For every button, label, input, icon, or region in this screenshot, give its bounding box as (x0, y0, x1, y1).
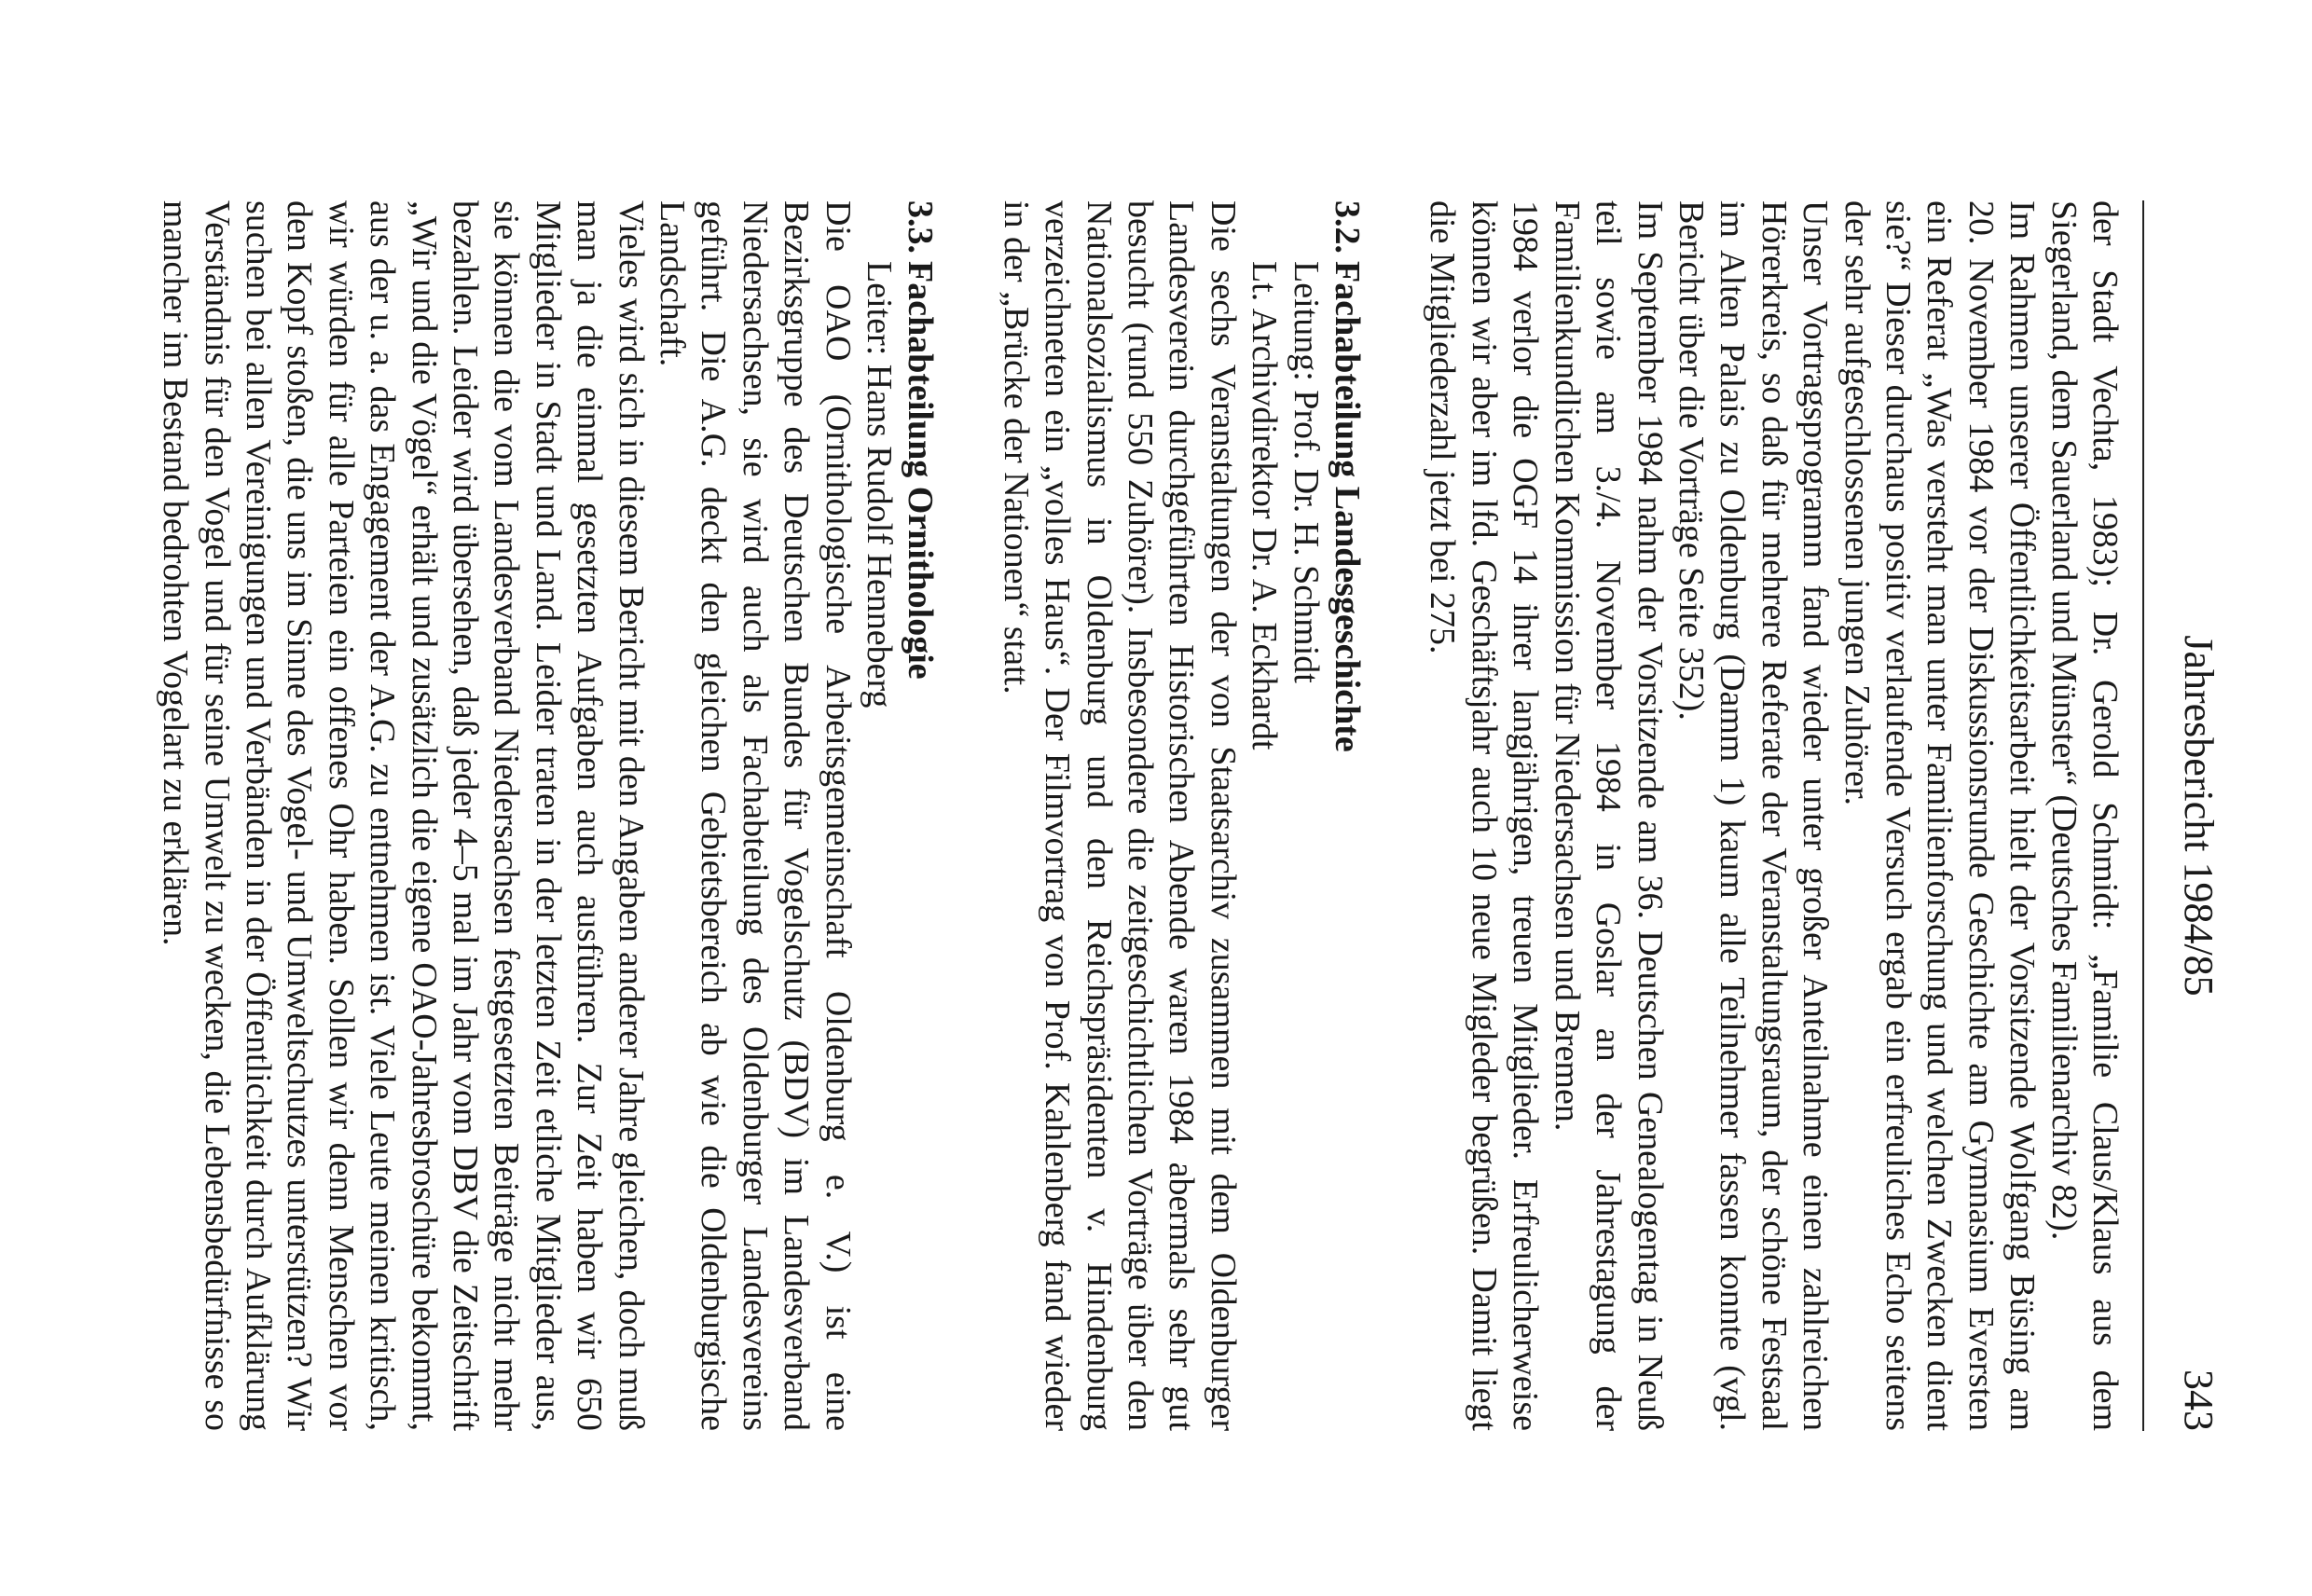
section-heading-ornithologie (859, 200, 942, 1431)
paragraph: Unser Vortragsprogramm fand wieder unter großer Anteilnahme einen zahlreichen Hörerkreis, so daß für mehrere Referate der Veranstaltungsraum, der schöne Festsaal im Alten Palais zu Oldenburg (Damm 1) kaum alle Teilnehmer fassen konnte (vgl. Bericht über die Vorträge Seite 352). (1671, 200, 1836, 1431)
paragraph: 1984 verlor die OGF 14 ihrer langjährigen, treuen Mitglieder. Erfreulicherweise können wir aber im lfd. Geschäftsjahr auch 10 neue Migleder begrüßen. Damit liegt die Mitgliederzahl jetzt bei 275. (1423, 200, 1546, 1431)
page-header (2142, 200, 2312, 1431)
section-number: 3.3. (901, 200, 941, 254)
section-number: 3.2. (1328, 200, 1368, 254)
section-leader: Lt. Archivdirektor Dr. A. Eckhardt (1245, 261, 1285, 750)
page-body (75, 200, 2126, 1431)
section-leader: Leiter: Hans Rudolf Henneberg (860, 261, 900, 709)
paragraph: Vieles wird sich in diesem Bericht mit den Angaben anderer Jahre gleichen, doch muß man ja die einmal gesetzten Aufgaben auch ausführen. Zur Zeit haben wir 650 Mitglieder in Stadt und Land. Leider traten in der letzten Zeit etliche Mitglieder aus, sie können die vom Landesverband Niedersachsen festgesetzten Beiträge nicht mehr bezahlen. Leider wird übersehen, daß jeder 4–5 mal im Jahr vom DBV die Zeitschrift „Wir und die Vögel“ erhält und zusätzlich die eigene OAO-Jahresbroschüre bekommt, aus der u. a. das Engagement der A.G. zu entnehmen ist. Viele Leute meinen kritisch, wir würden für alle Parteien ein offenes Ohr haben. Sollen wir denn Menschen vor den Kopf stoßen, die uns im Sinne des Vogel- und Umweltschutzes unterstützen? Wir suchen bei allen Vereinigungen und Verbänden in der Öffentlichkeit durch Aufklärung Verständnis für den Vogel und für seine Umwelt zu wecken, die Lebensbedürfnisse so mancher im Bestand bedrohten Vogelart zu erklären. (156, 200, 651, 1431)
section-heading-landesgeschichte (1244, 200, 1368, 1431)
paragraph: Im Rahmen unserer Öffentlichkeitsarbeit hielt der Vorsitzende Wolfgang Büsing am 20. November 1984 vor der Diskussionsrunde Geschichte am Gymnasium Eversten ein Referat „Was versteht man unter Familienforschung und welchen Zwecken dient sie?“ Dieser durchaus positiv verlaufende Versuch ergab ein erfreuliches Echo seitens der sehr aufgeschlossenen jungen Zuhörer. (1837, 200, 2043, 1431)
section-title: Fachabteilung Ornithologie (901, 261, 941, 680)
section-title: Fachabteilung Landesgeschichte (1328, 261, 1368, 752)
section-leader: Leitung: Prof. Dr. H. Schmidt (1286, 261, 1326, 683)
running-title: Jahresbericht 1984/85 (2176, 635, 2222, 997)
paragraph: Die sechs Veranstaltungen der von Staatsarchiv zusammen mit dem Oldenburger Landesverein durchgeführten Historischen Abende waren 1984 abermals sehr gut besucht (rund 550 Zuhörer). Insbesondere die zeitgeschichtlichen Vorträge über den Nationalsozialismus in Oldenburg und den Reichspräsidenten v. Hindenburg verzeichneten ein „volles Haus“. Der Filmvortrag von Prof. Kahlenberg fand wieder in der „Brücke der Nationen“ statt. (996, 200, 1243, 1431)
paragraph: Im September 1984 nahm der Vorsitzende am 36. Deutschen Genealogentag in Neuß teil sowie am 3./4. November 1984 in Goslar an der Jahrestagung der Familienkundlichen Kommission für Niedersachsen und Bremen. (1547, 200, 1670, 1431)
page-number: 343 (2176, 1369, 2222, 1431)
paragraph: der Stadt Vechta, 1983); Dr. Gerold Schmidt: „Familie Claus/Klaus aus dem Siegerland, dem Sauerland und Münster“ (Deutsches Familienarchiv 82). (2044, 200, 2125, 1431)
paragraph: Die OAO (Ornithologische Arbeitsgemeinschaft Oldenburg e. V.) ist eine Bezirksgruppe des Deutschen Bundes für Vogelschutz (BDV) im Landesverband Niedersachsen, sie wird auch als Fachabteilung des Oldenburger Landesvereins geführt. Die A.G. deckt den gleichen Gebietsbereich ab wie die Oldenburgische Landschaft. (653, 200, 858, 1431)
